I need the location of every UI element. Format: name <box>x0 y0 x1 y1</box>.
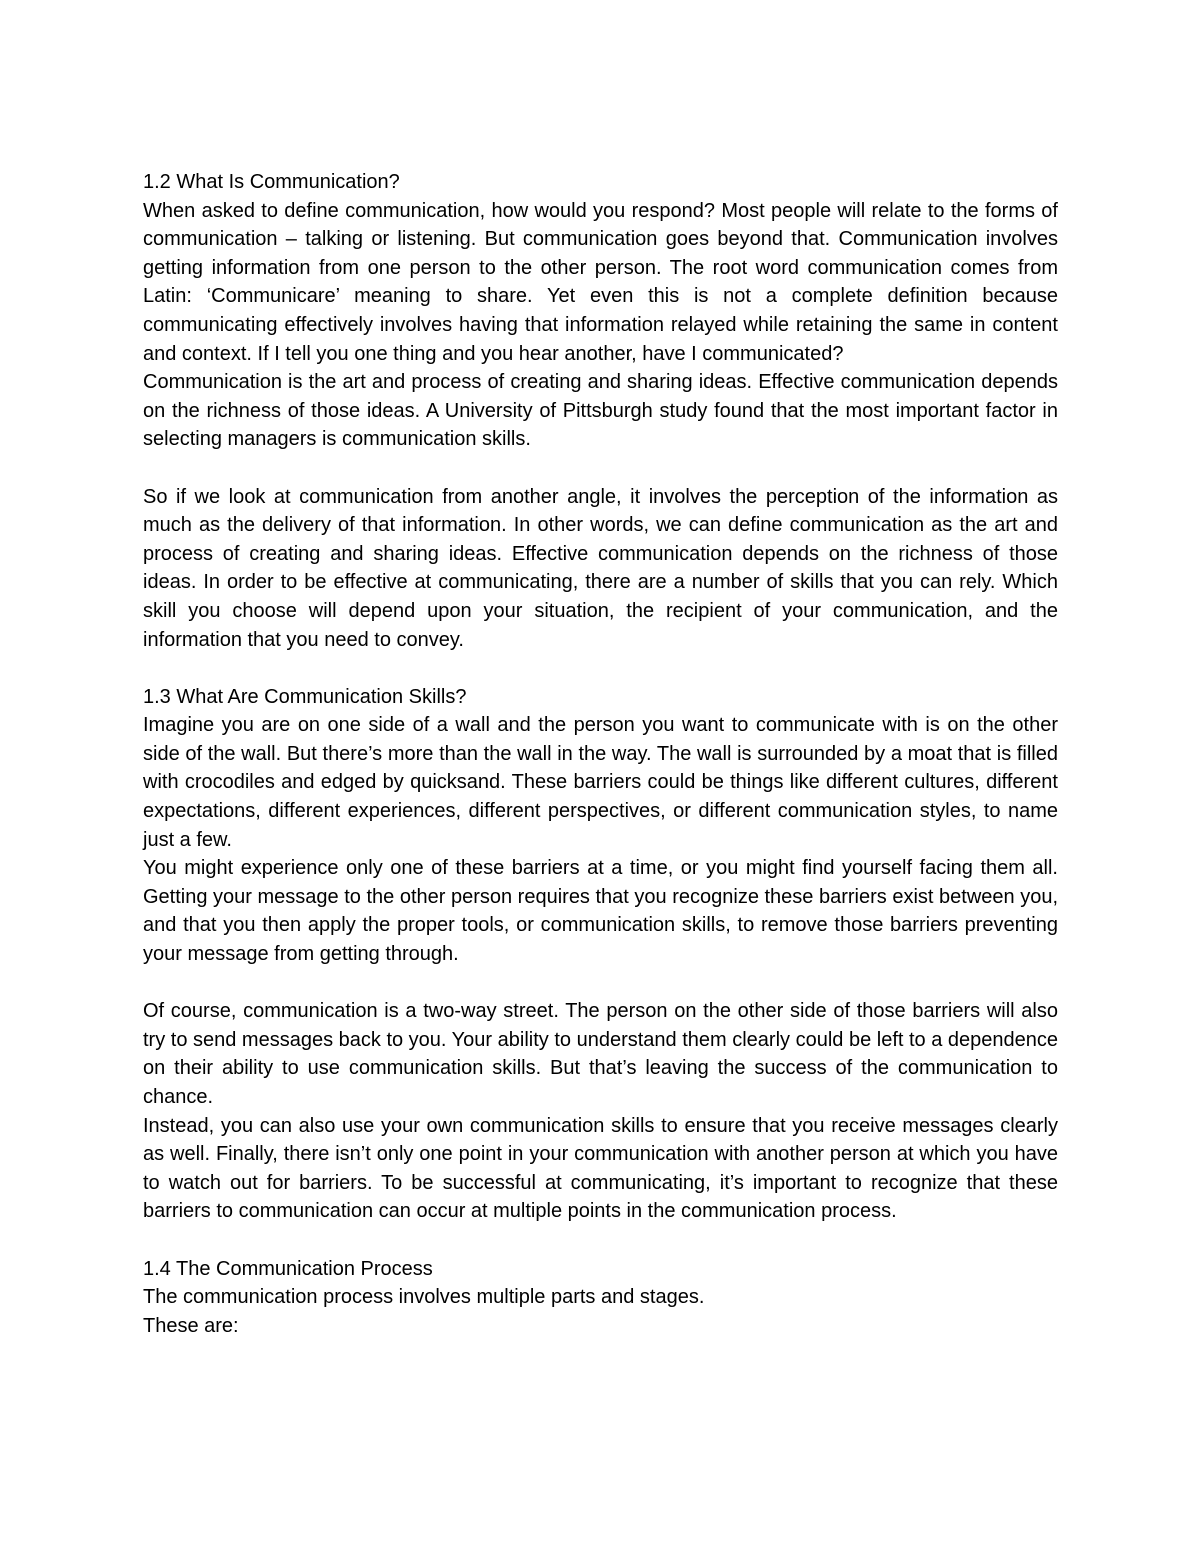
paragraph-these-are: These are: <box>143 1314 239 1337</box>
paragraph-spacer <box>143 654 1058 683</box>
paragraph-barriers: You might experience only one of these barriers at a time, or you might find yourself facing them all. Getting your message to the other person requires that you recognize these barriers exist between you, and that you then apply the proper tools, or communication skills, to remove those barriers preventing your message from getting through. <box>143 857 1058 966</box>
paragraph-spacer <box>143 969 1058 998</box>
paragraph-spacer <box>143 1226 1058 1255</box>
paragraph-art-and-process: Communication is the art and process of creating and sharing ideas. Effective communication depends on the richness of those ideas. A University of Pittsburgh study found that the most important factor in selecting managers is communication skills. <box>143 371 1058 451</box>
paragraph-process-intro: The communication process involves multiple parts and stages. <box>143 1286 705 1309</box>
paragraph-spacer <box>143 454 1058 483</box>
section-heading-1-2: 1.2 What Is Communication? <box>143 171 400 193</box>
paragraph-definition: When asked to define communication, how would you respond? Most people will relate to the forms of communication – talking or listening. But communication goes beyond that. Communication involves getting information from one person to the other person. The root word communication comes from Latin: ‘Communicare’ meaning to share. Yet even this is not a complete definition because communicating effectively involves having that information relayed while retaining the same in content and context. If I tell you one thing and you hear another, have I communicated? <box>143 199 1058 365</box>
paragraph-two-way-street: Of course, communication is a two-way street. The person on the other side of those barriers will also try to send messages back to you. Your ability to understand them clearly could be left to a dependence on their ability to use communication skills. But that’s leaving the success of the communication to chance. <box>143 1000 1059 1108</box>
paragraph-wall-analogy: Imagine you are on one side of a wall and the person you want to communicate with is on the other side of the wall. But there’s more than the wall in the way. The wall is surrounded by a moat that is filled with crocodiles and edged by quicksand. These barriers could be things like different cultures, different expectations, different experiences, different perspectives, or different communication styles, to name just a few. <box>143 714 1058 851</box>
document-page <box>143 168 1058 1340</box>
paragraph-own-skills: Instead, you can also use your own communication skills to ensure that you receive messages clearly as well. Finally, there isn’t only one point in your communication with another person at which you have to watch out for barriers. To be successful at communicating, it’s important to recognize that these barriers to communication can occur at multiple points in the communication process. <box>143 1114 1058 1223</box>
section-heading-1-3: 1.3 What Are Communication Skills? <box>143 685 467 708</box>
section-heading-1-4: 1.4 The Communication Process <box>143 1257 433 1280</box>
paragraph-another-angle: So if we look at communication from another angle, it involves the perception of the information as much as the delivery of that information. In other words, we can define communication as the art and process of creating and sharing ideas. Effective communication depends on the richness of those ideas. In order to be effective at communicating, there are a number of skills that you can rely. Which skill you choose will depend upon your situation, the recipient of your communication, and the information that you need to convey. <box>143 485 1058 651</box>
